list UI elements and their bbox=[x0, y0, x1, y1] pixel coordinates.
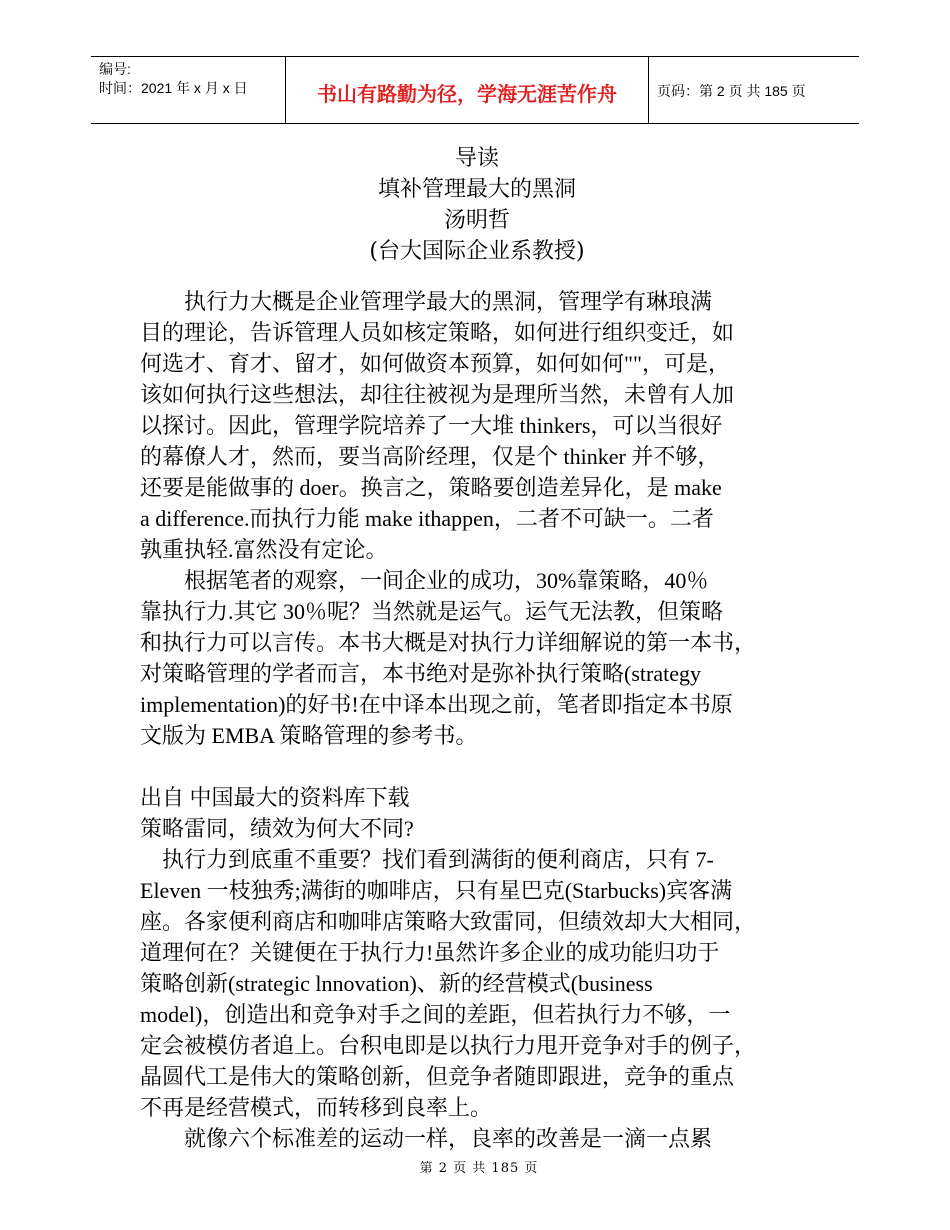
body-text bbox=[140, 286, 840, 1154]
body-line: 的幕僚人才，然而，要当高阶经理，仅是个 thinker 并不够， bbox=[140, 444, 720, 469]
chapter-heading: 填补管理最大的黑洞 bbox=[377, 177, 576, 202]
body-line: 该如何执行这些想法，却往往被视为是理所当然，未曾有人加 bbox=[140, 382, 735, 407]
body-line: 何选才、育才、留才，如何做资本预算，如何如何""，可是， bbox=[140, 351, 730, 376]
time-label: 时间：2021 年 x 月 x 日 bbox=[99, 80, 248, 96]
header-info-cell bbox=[91, 57, 285, 123]
body-line: 不再是经营模式，而转移到良率上。 bbox=[140, 1095, 493, 1120]
title-block bbox=[0, 143, 950, 267]
body-line: 以探讨。因此，管理学院培养了一大堆 thinkers，可以当很好 bbox=[140, 413, 723, 438]
body-line: 策略雷同，绩效为何大不同? bbox=[140, 816, 414, 841]
body-line: 执行力大概是企业管理学最大的黑洞，管理学有琳琅满 bbox=[140, 289, 713, 314]
body-line: 文版为 EMBA 策略管理的参考书。 bbox=[140, 723, 478, 748]
body-line: 和执行力可以言传。本书大概是对执行力详细解说的第一本书， bbox=[140, 630, 757, 655]
author-affiliation: (台大国际企业系教授) bbox=[369, 239, 585, 264]
body-line: 策略创新(strategic lnnovation)、新的经营模式(business bbox=[140, 971, 653, 996]
body-line: Eleven 一枝独秀;满街的咖啡店，只有星巴克(Starbucks)宾客满 bbox=[140, 878, 733, 903]
body-line: 执行力到底重不重要？找们看到满街的便利商店，只有 7- bbox=[140, 847, 714, 872]
page-header bbox=[91, 56, 859, 124]
header-page-info: 页码：第 2 页 共 185 页 bbox=[657, 83, 806, 99]
body-line: 定会被模仿者追上。台积电即是以执行力甩开竞争对手的例子， bbox=[140, 1033, 757, 1058]
body-line: 座。各家便利商店和咖啡店策略大致雷同，但绩效却大大相同， bbox=[140, 909, 757, 934]
body-line: 晶圆代工是伟大的策略创新，但竞争者随即跟进，竞争的重点 bbox=[140, 1064, 735, 1089]
page-footer: 第 2 页 共 185 页 bbox=[419, 1161, 539, 1176]
body-line: 道理何在？关键便在于执行力!虽然许多企业的成功能归功于 bbox=[140, 940, 720, 965]
body-line: 孰重执轻.富然没有定论。 bbox=[140, 537, 388, 562]
body-line: a difference.而执行力能 make ithappen，二者不可缺一。二者 bbox=[140, 506, 714, 531]
body-line: 靠执行力.其它 30％呢？当然就是运气。运气无法教，但策略 bbox=[140, 599, 724, 624]
body-line: 就像六个标准差的运动一样，良率的改善是一滴一点累 bbox=[140, 1126, 713, 1151]
author-name: 汤明哲 bbox=[443, 208, 510, 233]
body-line: 目的理论，告诉管理人员如核定策略，如何进行组织变迁，如 bbox=[140, 320, 735, 345]
number-label: 编号: bbox=[99, 61, 131, 77]
header-motto: 书山有路勤为径，学海无涯苦作舟 bbox=[285, 57, 649, 123]
body-line: 还要是能做事的 doer。换言之，策略要创造差异化，是 make bbox=[140, 475, 722, 500]
body-line: 根据笔者的观察，一间企业的成功，30%靠策略，40％ bbox=[140, 568, 709, 593]
intro-title: 导读 bbox=[454, 146, 499, 171]
body-line: 出自 中国最大的资料库下载 bbox=[140, 785, 410, 810]
body-line: 对策略管理的学者而言，本书绝对是弥补执行策略(strategy bbox=[140, 661, 701, 686]
body-line: implementation)的好书!在中译本出现之前，笔者即指定本书原 bbox=[140, 692, 733, 717]
body-line: model)，创造出和竞争对手之间的差距，但若执行力不够，一 bbox=[140, 1002, 731, 1027]
body-line bbox=[140, 751, 840, 782]
